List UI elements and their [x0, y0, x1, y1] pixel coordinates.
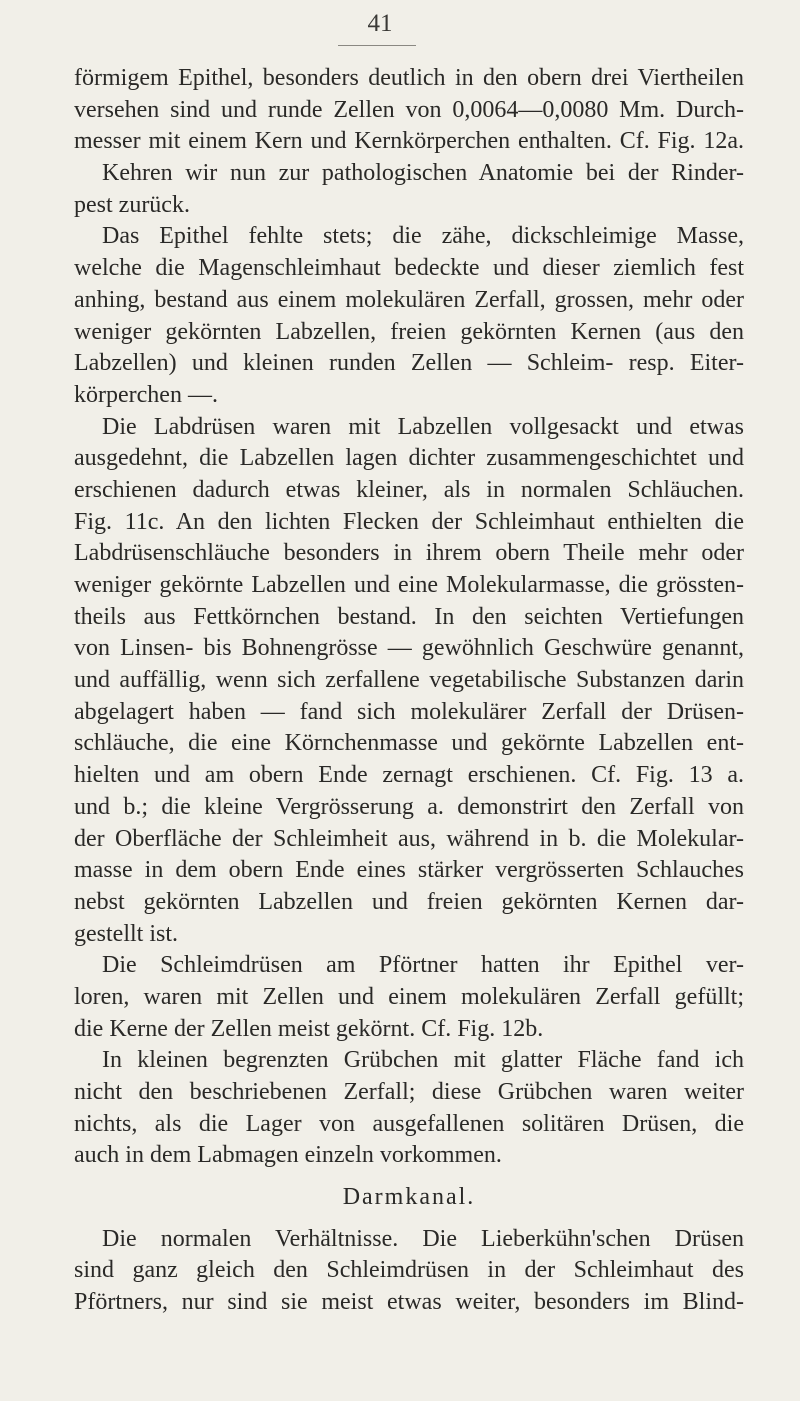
body-text [74, 63, 744, 1319]
text-line: der Oberfläche der Schleimheit aus, während in b. die Molekular- [74, 825, 744, 852]
text-line: von Linsen- bis Bohnengrösse — gewöhnlich Geschwüre genannt, [74, 635, 744, 662]
text-line: Kehren wir nun zur pathologischen Anatomie bei der Rinder- [102, 160, 744, 187]
text-line: erschienen dadurch etwas kleiner, als in normalen Schläuchen. [74, 476, 744, 503]
text-line: nebst gekörnten Labzellen und freien gekörnten Kernen dar- [74, 888, 744, 915]
text-line: gestellt ist. [74, 920, 178, 947]
text-line: auch in dem Labmagen einzeln vorkommen. [74, 1142, 502, 1169]
page-number: 41 [367, 10, 393, 37]
text-line: ausgedehnt, die Labzellen lagen dichter zusammengeschichtet und [74, 445, 744, 472]
text-line: masse in dem obern Ende eines stärker vergrösserten Schlauches [74, 857, 744, 884]
section-heading: Darmkanal. [342, 1184, 476, 1211]
text-line: körperchen —. [74, 381, 218, 408]
text-line: nicht den beschriebenen Zerfall; diese Grübchen waren weiter [74, 1079, 744, 1105]
text-line: In kleinen begrenzten Grübchen mit glatter Fläche fand ich [102, 1047, 744, 1074]
text-line: Die Schleimdrüsen am Pförtner hatten ihr Epithel ver- [102, 952, 744, 979]
text-line: schläuche, die eine Körnchenmasse und gekörnte Labzellen ent- [74, 730, 744, 757]
text-line: weniger gekörnten Labzellen, freien gekörnten Kernen (aus den [74, 318, 744, 345]
text-line: Fig. 11c. An den lichten Flecken der Schleimhaut enthielten die [74, 508, 744, 535]
text-line: welche die Magenschleimhaut bedeckte und dieser ziemlich fest [74, 255, 744, 282]
text-line: theils aus Fettkörnchen bestand. In den seichten Vertiefungen [74, 603, 744, 630]
text-line: weniger gekörnte Labzellen und eine Molekularmasse, die grössten- [74, 572, 744, 598]
text-line: Pförtners, nur sind sie meist etwas weiter, besonders im Blind- [74, 1289, 744, 1316]
text-line: Die normalen Verhältnisse. Die Lieberkühn'schen Drüsen [102, 1225, 744, 1252]
text-line: die Kerne der Zellen meist gekörnt. Cf. Fig. 12b. [74, 1015, 544, 1042]
text-line: nichts, als die Lager von ausgefallenen solitären Drüsen, die [74, 1110, 744, 1137]
text-line: und auffällig, wenn sich zerfallene vegetabilische Substanzen darin [74, 667, 744, 694]
text-line: messer mit einem Kern und Kernkörperchen enthalten. Cf. Fig. 12a. [74, 128, 744, 155]
text-line: loren, waren mit Zellen und einem molekulären Zerfall gefüllt; [74, 983, 744, 1010]
text-line: Das Epithel fehlte stets; die zähe, dickschleimige Masse, [102, 223, 744, 250]
text-line: förmigem Epithel, besonders deutlich in den obern drei Viertheilen [74, 65, 744, 91]
page-number-rule [338, 45, 416, 46]
text-line: Labdrüsenschläuche besonders in ihrem obern Theile mehr oder [74, 540, 744, 567]
text-line: abgelagert haben — fand sich molekulärer Zerfall der Drüsen- [74, 698, 744, 725]
text-line: hielten und am obern Ende zernagt erschienen. Cf. Fig. 13 a. [74, 762, 744, 789]
text-line: anhing, bestand aus einem molekulären Zerfall, grossen, mehr oder [74, 286, 744, 313]
text-line: pest zurück. [74, 191, 190, 218]
text-line: Labzellen) und kleinen runden Zellen — Schleim- resp. Eiter- [74, 350, 744, 377]
text-line: versehen sind und runde Zellen von 0,0064—0,0080 Mm. Durch- [74, 96, 744, 123]
text-line: und b.; die kleine Vergrösserung a. demonstrirt den Zerfall von [74, 793, 744, 820]
text-line: sind ganz gleich den Schleimdrüsen in der Schleimhaut des [74, 1257, 744, 1284]
text-line: Die Labdrüsen waren mit Labzellen vollgesackt und etwas [102, 413, 744, 440]
